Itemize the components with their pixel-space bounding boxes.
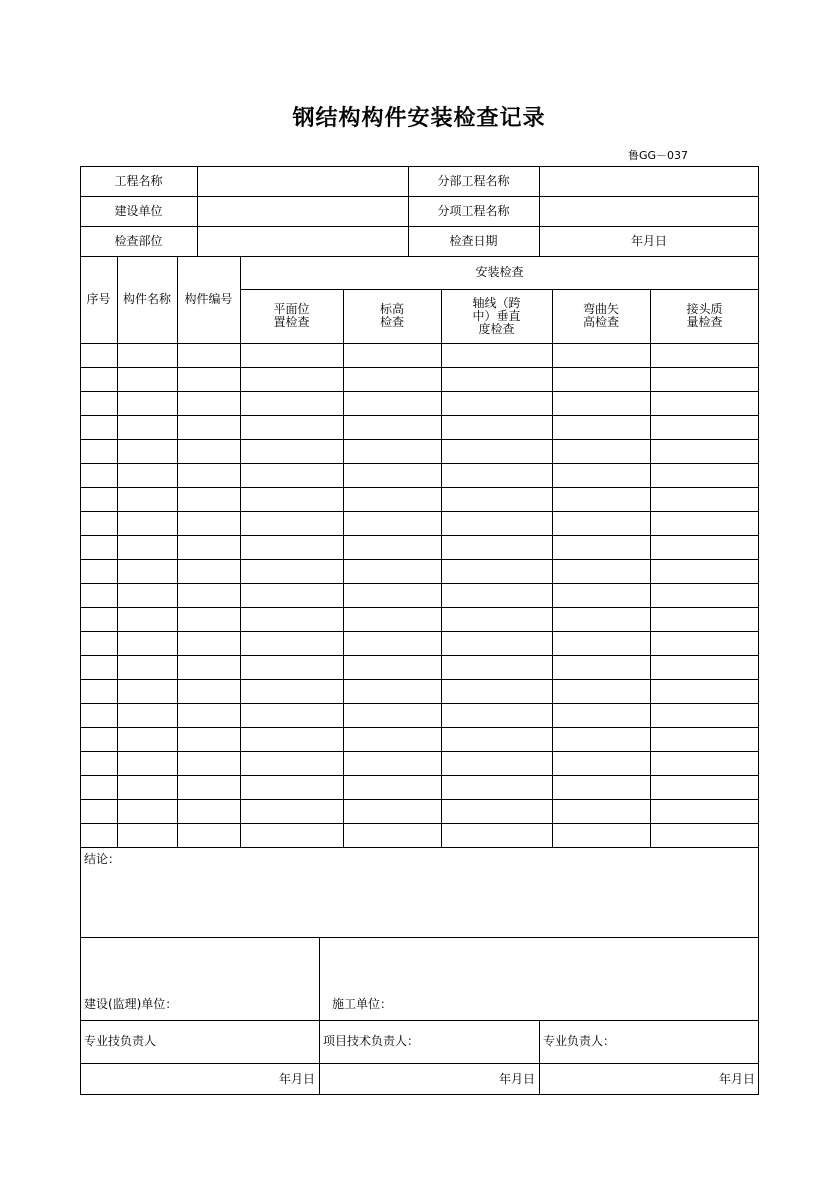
table-row[interactable] — [80, 703, 759, 727]
h-line — [80, 226, 759, 227]
project-name-field[interactable] — [197, 166, 408, 196]
table-row[interactable] — [80, 391, 759, 415]
table-row[interactable] — [80, 415, 759, 439]
table-row[interactable] — [80, 535, 759, 559]
table-row[interactable] — [80, 799, 759, 823]
h-line — [80, 847, 759, 848]
h-line — [240, 289, 759, 290]
page-title: 钢结构构件安装检查记录 — [292, 106, 546, 131]
h-line — [80, 256, 759, 257]
conclusion-label: 结论： — [84, 852, 121, 866]
col-name-header: 构件名称 — [122, 292, 171, 306]
h-line — [80, 1020, 759, 1021]
specialty-tech-label: 专业技负责人 — [84, 1034, 157, 1048]
project-name-label: 工程名称 — [114, 173, 163, 188]
table-row[interactable] — [80, 439, 759, 463]
inspect-part-label: 检查部位 — [114, 233, 163, 248]
sub-project-label: 分部工程名称 — [437, 173, 510, 188]
item-project-label: 分项工程名称 — [437, 203, 510, 218]
h-line — [80, 196, 759, 197]
sub-project-field[interactable] — [539, 166, 759, 196]
construction-unit-field[interactable] — [197, 196, 408, 226]
v-line — [319, 937, 320, 1095]
h-line — [80, 166, 759, 167]
table-row[interactable] — [80, 631, 759, 655]
col-elevation-header: 标高 检查 — [379, 302, 404, 329]
col-plane-position-header: 平面位 置检查 — [273, 302, 310, 329]
table-row[interactable] — [80, 487, 759, 511]
construct-unit-label: 施工单位： — [332, 996, 393, 1011]
table-row[interactable] — [80, 727, 759, 751]
install-check-group-header: 安装检查 — [475, 265, 524, 279]
h-line — [80, 1063, 759, 1064]
construction-unit-label: 建设单位 — [114, 203, 163, 218]
v-line — [408, 166, 409, 257]
v-line — [539, 166, 540, 257]
sign-date-2[interactable]: 年月日 — [498, 1071, 535, 1086]
h-line — [80, 937, 759, 938]
col-bending-header: 弯曲矢 高检查 — [582, 302, 619, 329]
col-seq-header: 序号 — [86, 292, 111, 306]
form-code: 鲁GG－037 — [628, 149, 689, 162]
table-row[interactable] — [80, 511, 759, 535]
inspect-date-value[interactable]: 年月日 — [630, 233, 667, 248]
item-project-field[interactable] — [539, 196, 759, 226]
v-line — [539, 1020, 540, 1095]
v-line — [197, 166, 198, 257]
table-row[interactable] — [80, 463, 759, 487]
inspect-date-label: 检查日期 — [449, 233, 498, 248]
col-joint-quality-header: 接头质 量检查 — [686, 302, 723, 329]
table-row[interactable] — [80, 775, 759, 799]
table-row[interactable] — [80, 655, 759, 679]
inspect-part-field[interactable] — [197, 226, 408, 256]
build-unit-label: 建设(监理)单位： — [84, 996, 178, 1011]
project-tech-label: 项目技术负责人： — [323, 1034, 420, 1048]
sign-date-3[interactable]: 年月日 — [718, 1071, 755, 1086]
h-line — [80, 1094, 759, 1095]
table-row[interactable] — [80, 823, 759, 847]
inspection-form — [80, 166, 759, 1095]
table-row[interactable] — [80, 559, 759, 583]
col-no-header: 构件编号 — [184, 292, 233, 306]
table-row[interactable] — [80, 607, 759, 631]
col-verticality-header: 轴线（跨 中）垂直 度检查 — [472, 295, 521, 336]
specialty-owner-label: 专业负责人： — [543, 1034, 616, 1048]
table-row[interactable] — [80, 679, 759, 703]
sign-date-1[interactable]: 年月日 — [278, 1071, 315, 1086]
conclusion-area[interactable] — [80, 866, 759, 937]
table-row[interactable] — [80, 583, 759, 607]
table-row[interactable] — [80, 367, 759, 391]
table-row[interactable] — [80, 343, 759, 367]
table-row[interactable] — [80, 751, 759, 775]
